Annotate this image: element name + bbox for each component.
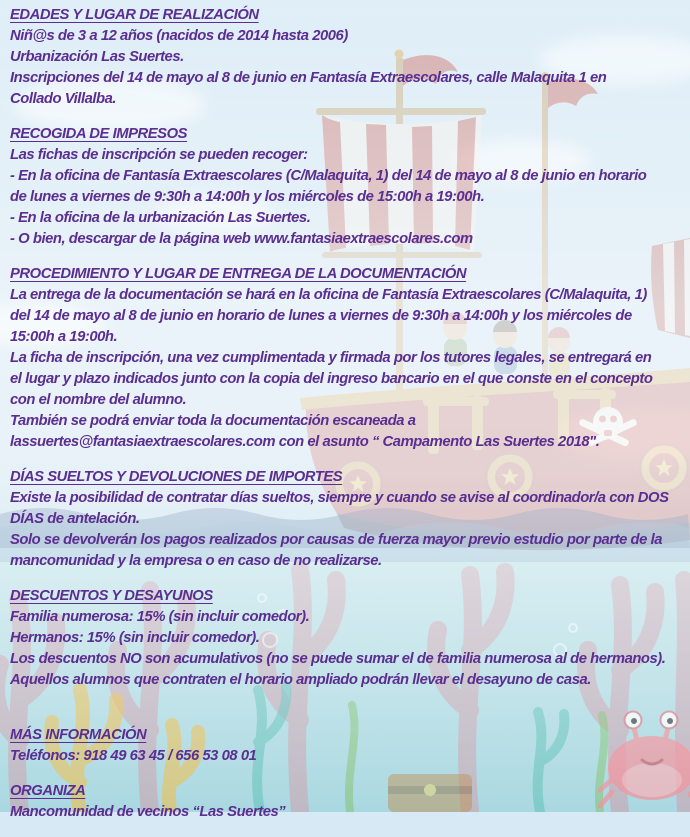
section-heading: DESCUENTOS Y DESAYUNOS <box>10 588 213 604</box>
section-recogida <box>10 124 680 250</box>
text-line: con el nombre del alumno. <box>10 392 187 408</box>
section-heading: EDADES Y LUGAR DE REALIZACIÓN <box>10 7 259 23</box>
text-line: Los descuentos NO son acumulativos (no se puede sumar el de familia numerosa al de hermanos). <box>10 651 666 667</box>
text-line: Collado Villalba. <box>10 91 117 107</box>
section-heading: PROCEDIMIENTO Y LUGAR DE ENTREGA DE LA DOCUMENTACIÓN <box>10 266 467 282</box>
text-line: Inscripciones del 14 de mayo al 8 de junio en Fantasía Extraescolares, calle Malaquita 1 en <box>10 70 607 86</box>
text-line: - O bien, descargar de la página web www.fantasiaextraescolares.com <box>10 231 473 247</box>
text-line: - En la oficina de la urbanización Las Suertes. <box>10 210 311 226</box>
section-descuentos <box>10 586 680 691</box>
text-line: Existe la posibilidad de contratar días sueltos, siempre y cuando se avise al coordinador/a con DOS <box>10 490 669 506</box>
section-heading: ORGANIZA <box>10 783 86 799</box>
section-procedimiento <box>10 264 680 453</box>
text-line: Hermanos: 15% (sin incluir comedor). <box>10 630 260 646</box>
text-line: lassuertes@fantasiaextraescolares.com con el asunto “ Campamento Las Suertes 2018". <box>10 434 600 450</box>
text-line: La entrega de la documentación se hará en la oficina de Fantasía Extraescolares (C/Malaquita, 1) <box>10 287 647 303</box>
text-line: Aquellos alumnos que contraten el horario ampliado podrán llevar el desayuno de casa. <box>10 672 591 688</box>
text-line: Solo se devolverán los pagos realizados por causas de fuerza mayor previo estudio por parte de la <box>10 532 663 548</box>
text-line: Teléfonos: 918 49 63 45 / 656 53 08 01 <box>10 748 257 764</box>
section-mas-informacion <box>10 725 680 767</box>
text-line: el lugar y plazo indicados junto con la copia del ingreso bancario en el que conste en el concepto <box>10 371 653 387</box>
text-line: Familia numerosa: 15% (sin incluir comedor). <box>10 609 310 625</box>
text-line: Las fichas de inscripción se pueden recoger: <box>10 147 308 163</box>
section-heading: MÁS INFORMACIÓN <box>10 727 147 743</box>
text-line: DÍAS de antelación. <box>10 511 140 527</box>
section-edades <box>10 5 680 110</box>
section-heading: DÍAS SUELTOS Y DEVOLUCIONES DE IMPORTES <box>10 469 343 485</box>
section-organiza <box>10 781 680 823</box>
text-line: mancomunidad y la empresa o en caso de no realizarse. <box>10 553 382 569</box>
text-line: 15:00h a 19:00h. <box>10 329 118 345</box>
text-line: La ficha de inscripción, una vez cumplimentada y firmada por los tutores legales, se entregará en <box>10 350 652 366</box>
text-line: También se podrá enviar toda la documentación escaneada a <box>10 413 416 429</box>
section-heading: RECOGIDA DE IMPRESOS <box>10 126 188 142</box>
text-line: del 14 de mayo al 8 de junio en horario de lunes a viernes de 9:30h a 14:00h y los miércoles de <box>10 308 632 324</box>
text-line: Niñ@s de 3 a 12 años (nacidos de 2014 hasta 2006) <box>10 28 348 44</box>
text-line: de lunes a viernes de 9:30h a 14:00h y los miércoles de 15:00h a 19:00h. <box>10 189 485 205</box>
section-dias-sueltos <box>10 467 680 572</box>
text-line: Urbanización Las Suertes. <box>10 49 184 65</box>
text-line: Mancomunidad de vecinos “Las Suertes” <box>10 804 286 820</box>
text-line: - En la oficina de Fantasía Extraescolares (C/Malaquita, 1) del 14 de mayo al 8 de junio en horario <box>10 168 647 184</box>
